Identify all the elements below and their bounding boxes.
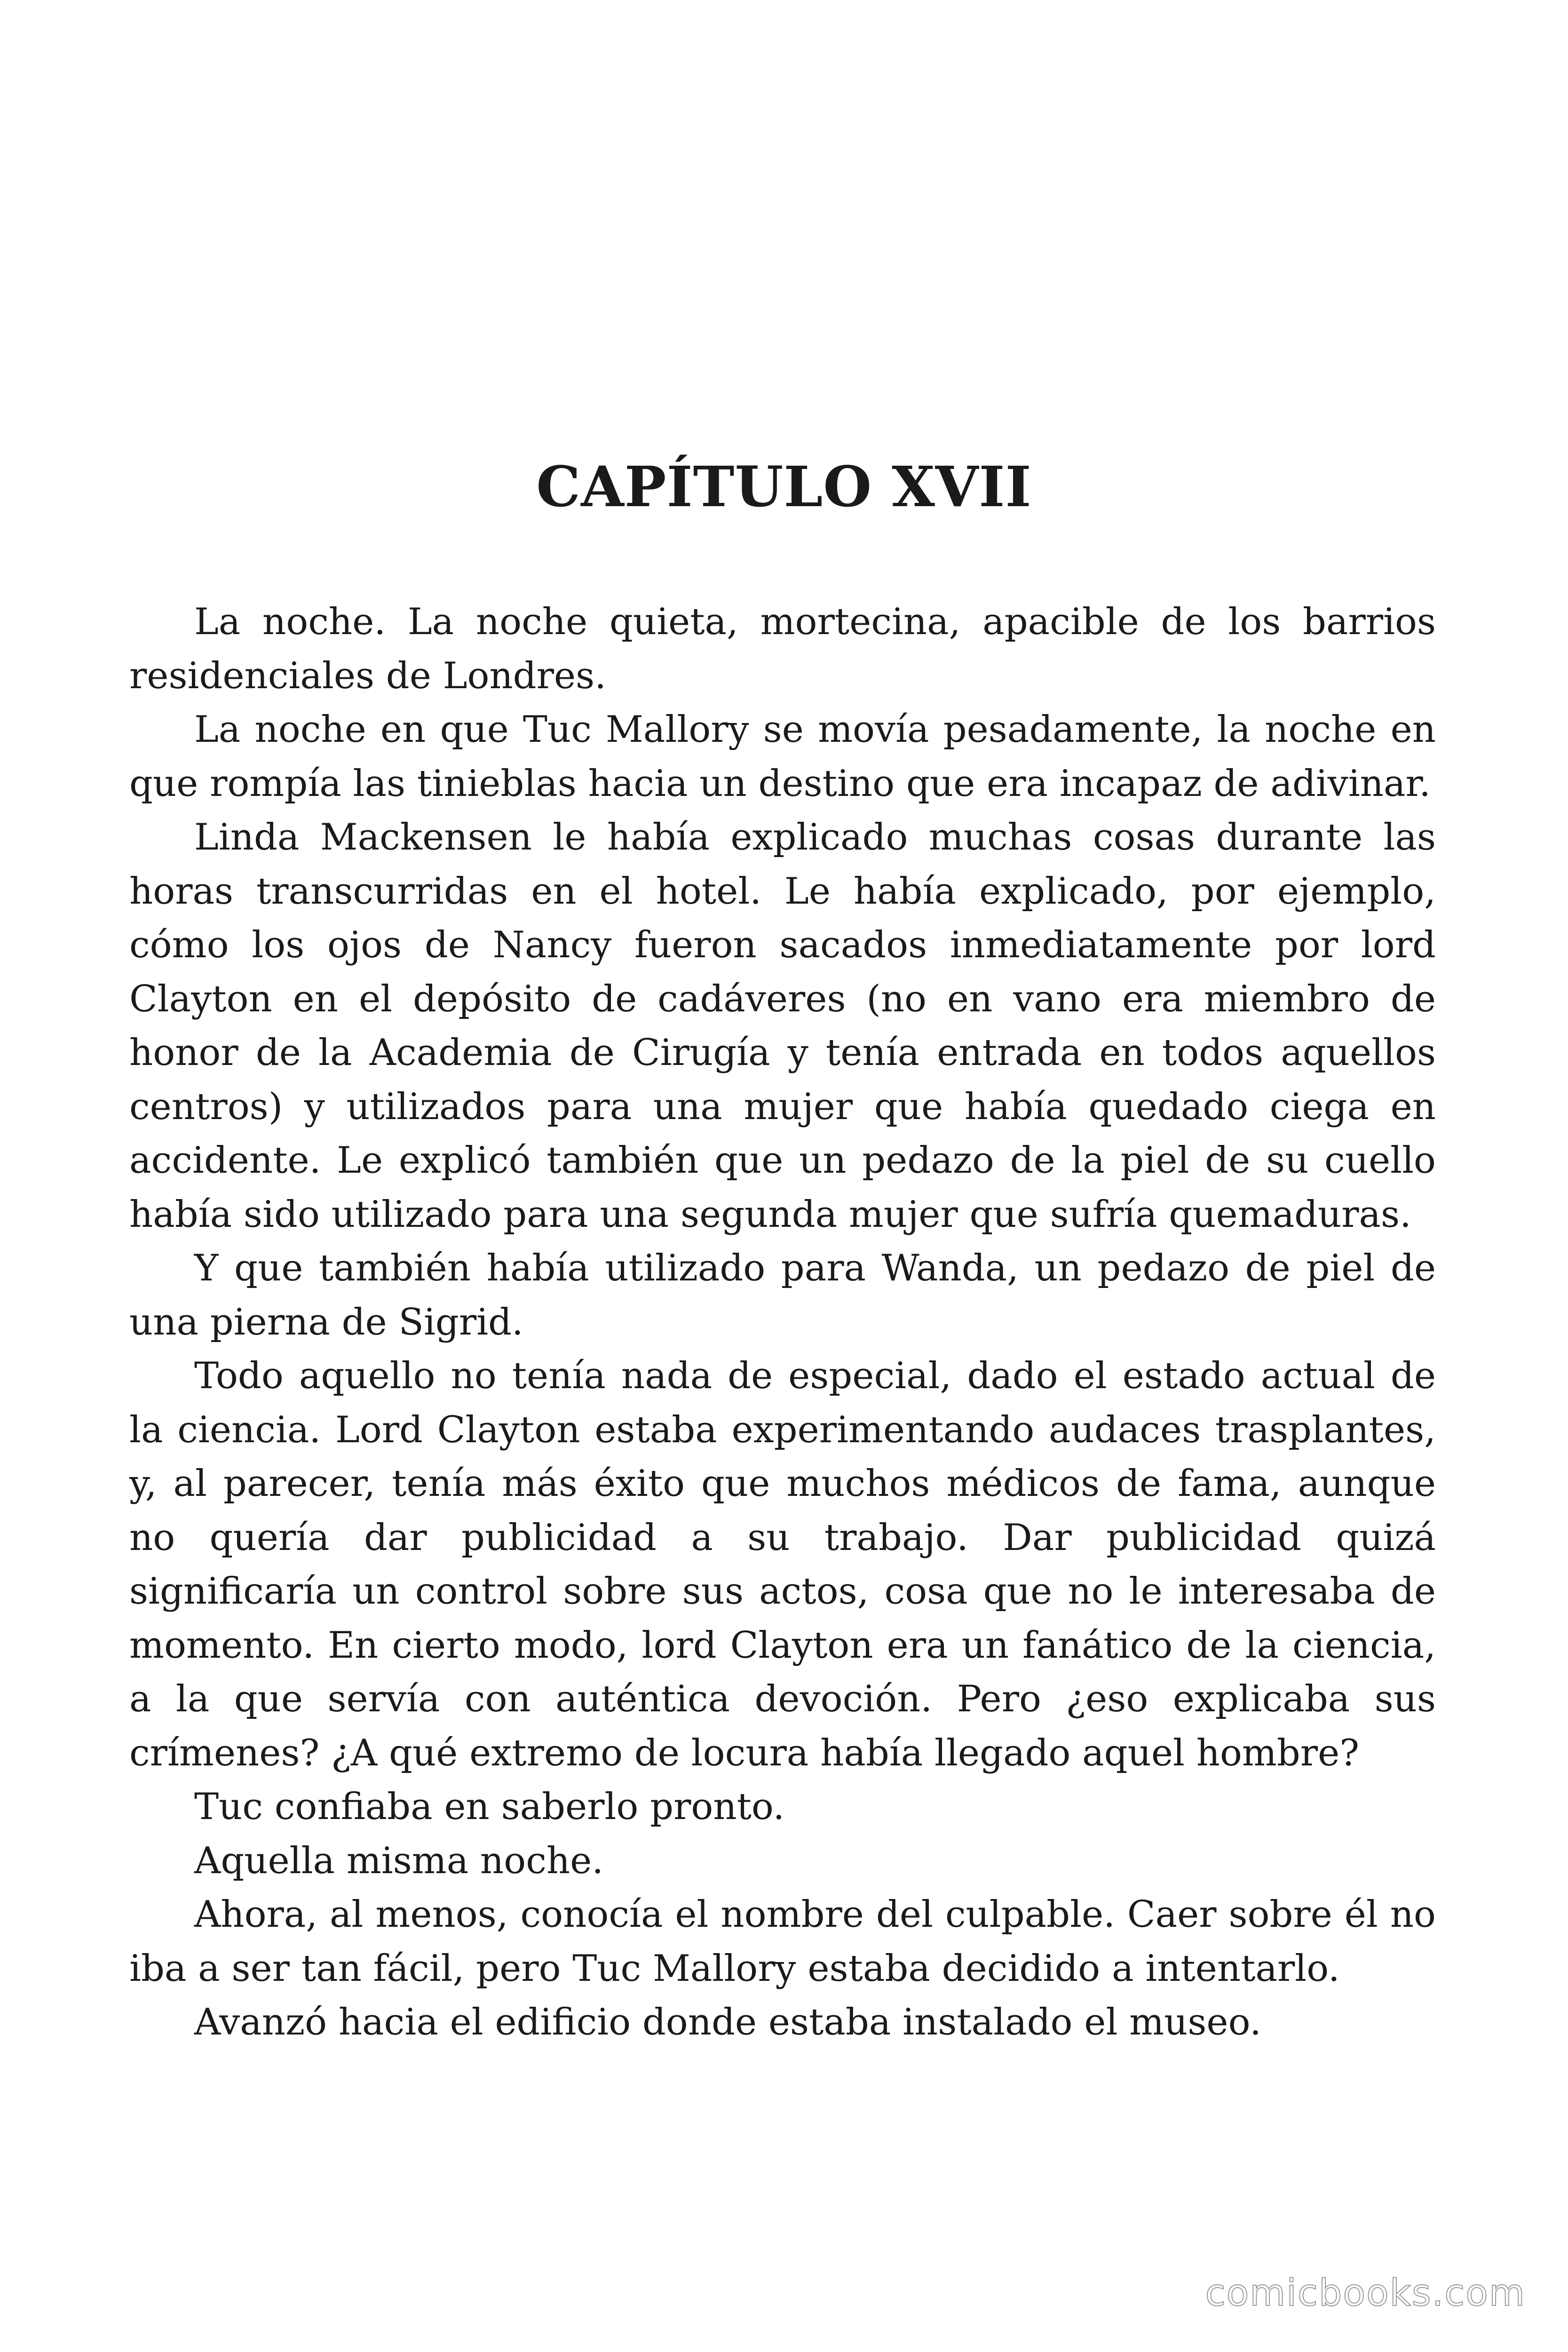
paragraph: Todo aquello no tenía nada de especial, dado el estado actual de la ciencia. Lord Clayton estaba experimentando audaces trasplantes, y, al parecer, tenía más éxito que muchos médicos de fama, aunque no quería dar publicidad a su trabajo. Dar publicidad quizá significaría un control sobre sus actos, cosa que no le interesaba de momento. En cierto modo, lord Clayton era un fanático de la ciencia, a la que servía con auténtica devoción. Pero ¿eso explicaba sus crímenes? ¿A qué extremo de locura había llegado aquel hombre? — [129, 1355, 1436, 1774]
paragraph: La noche. La noche quieta, mortecina, apacible de los barrios residenciales de Londres. — [129, 601, 1436, 697]
paragraph: Ahora, al menos, conocía el nombre del culpable. Caer sobre él no iba a ser tan fácil, pero Tuc Mallory estaba decidido a intentarlo. — [129, 1893, 1436, 1990]
paragraph: Aquella misma noche. — [194, 1839, 604, 1882]
chapter-body — [129, 595, 1436, 2050]
paragraph: Linda Mackensen le había explicado muchas cosas durante las horas transcurridas en el hotel. Le había explicado, por ejemplo, cómo los ojos de Nancy fueron sacados inmediatamente por lord Clayton en el depósito de cadáveres (no en vano era miembro de honor de la Academia de Cirugía y tenía entrada en todos aquellos centros) y utilizados para una mujer que había quedado ciega en accidente. Le explicó también que un pedazo de la piel de su cuello había sido utilizado para una segunda mujer que sufría quemaduras. — [129, 816, 1436, 1236]
paragraph: Avanzó hacia el edificio donde estaba instalado el museo. — [194, 2001, 1261, 2043]
watermark: comicbooks.com — [1205, 2272, 1526, 2314]
paragraph: Y que también había utilizado para Wanda, un pedazo de piel de una pierna de Sigrid. — [129, 1247, 1436, 1343]
paragraph: Tuc confiaba en saberlo pronto. — [194, 1786, 785, 1828]
paragraph: La noche en que Tuc Mallory se movía pesadamente, la noche en que rompía las tinieblas hacia un destino que era incapaz de adivinar. — [129, 708, 1436, 805]
chapter-title: CAPÍTULO XVII — [536, 454, 1032, 519]
